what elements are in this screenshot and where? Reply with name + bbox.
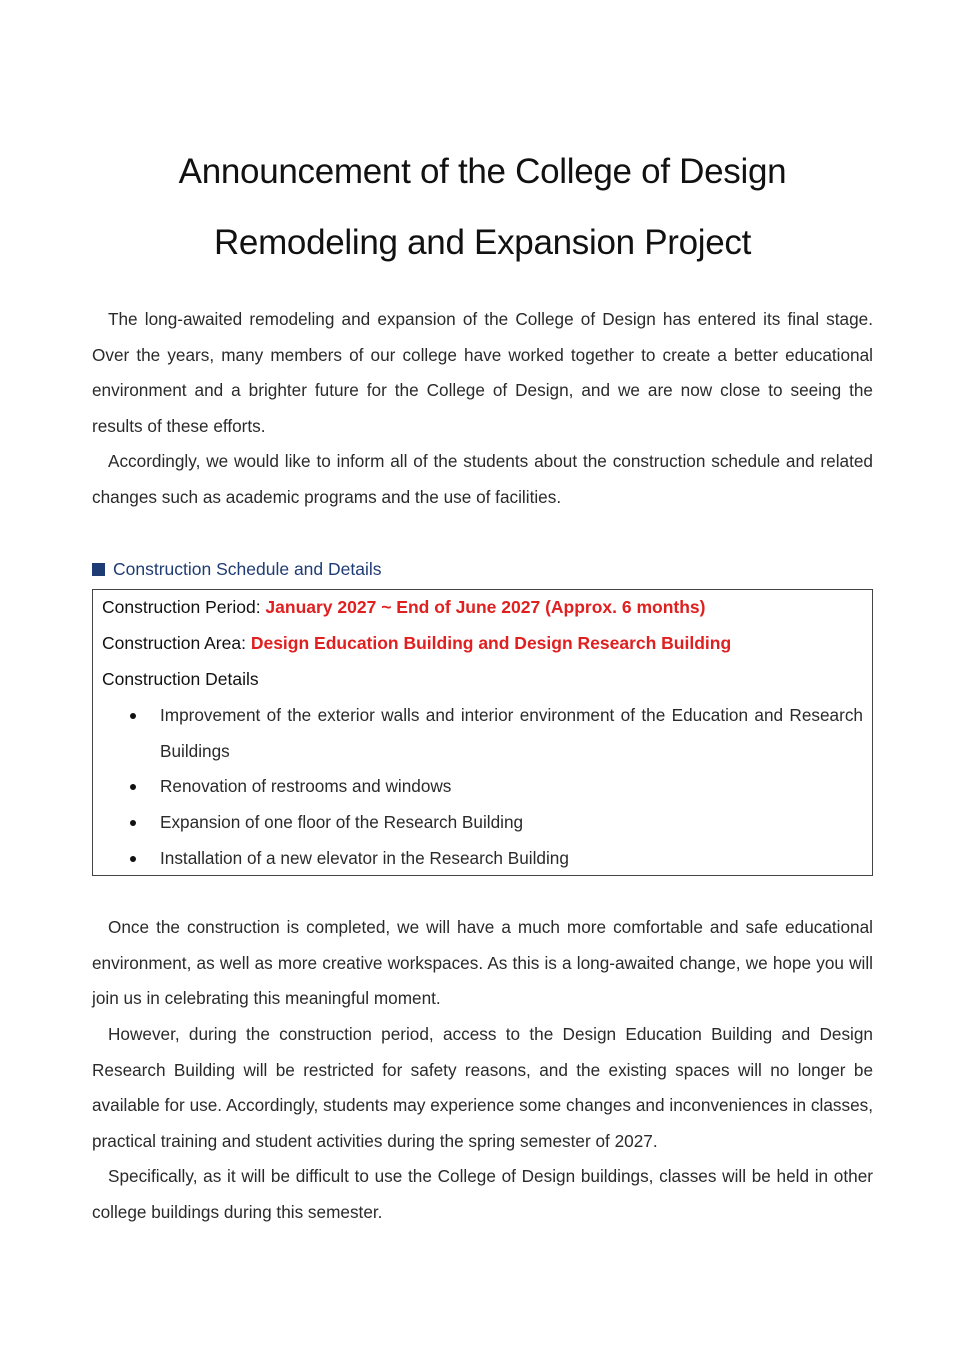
list-item [93,841,872,877]
construction-period-label: Construction Period: [102,597,266,617]
list-item [93,805,872,841]
document-title-line-1: Announcement of the College of Design [178,152,787,191]
construction-details-label: Construction Details [102,669,259,689]
construction-details-box [92,589,873,876]
section-heading-text: Construction Schedule and Details [113,559,382,579]
document-title-line-2: Remodeling and Expansion Project [213,223,752,262]
list-item-text: Expansion of one floor of the Research Building [160,812,524,833]
section-heading [92,556,382,582]
construction-period [102,594,706,620]
construction-area-label: Construction Area: [102,633,251,653]
intro-paragraph-1: The long-awaited remodeling and expansion of the College of Design has entered its final stage. Over the years, many members of our college have worked together to create a better educational environment and a brighter future for the College of Design, and we are now close to seeing the results of these efforts. [92,309,873,437]
list-item-text: Improvement of the exterior walls and interior environment of the Education and Research Buildings [160,705,863,761]
construction-details-list [93,698,872,877]
closing-paragraph-1: Once the construction is completed, we will have a much more comfortable and safe educational environment, as well as more creative workspaces. As this is a long-awaited change, we hope you will join us in celebrating this meaningful moment. [92,917,873,1009]
bullet-icon [130,784,136,790]
square-bullet-icon [92,563,105,576]
bullet-icon [130,856,136,862]
intro-paragraph-2: Accordingly, we would like to inform all of the students about the construction schedule and related changes such as academic programs and the use of facilities. [92,451,873,507]
closing-paragraph-3: Specifically, as it will be difficult to use the College of Design buildings, classes will be held in other college buildings during this semester. [92,1166,873,1222]
bullet-icon [130,820,136,826]
bullet-icon [130,713,136,719]
list-item [93,769,872,805]
closing-paragraph-2: However, during the construction period, access to the Design Education Building and Design Research Building will be restricted for safety reasons, and the existing spaces will no longer be available for use. Accordingly, students may experience some changes and inconveniences in classes, practical training and student activities during the spring semester of 2027. [92,1024,873,1152]
construction-period-value: January 2027 ~ End of June 2027 (Approx. 6 months) [265,597,706,617]
construction-area-value: Design Education Building and Design Research Building [250,633,732,653]
construction-area [102,630,731,656]
list-item [93,698,872,769]
list-item-text: Renovation of restrooms and windows [160,776,452,797]
list-item-text: Installation of a new elevator in the Research Building [160,847,569,868]
